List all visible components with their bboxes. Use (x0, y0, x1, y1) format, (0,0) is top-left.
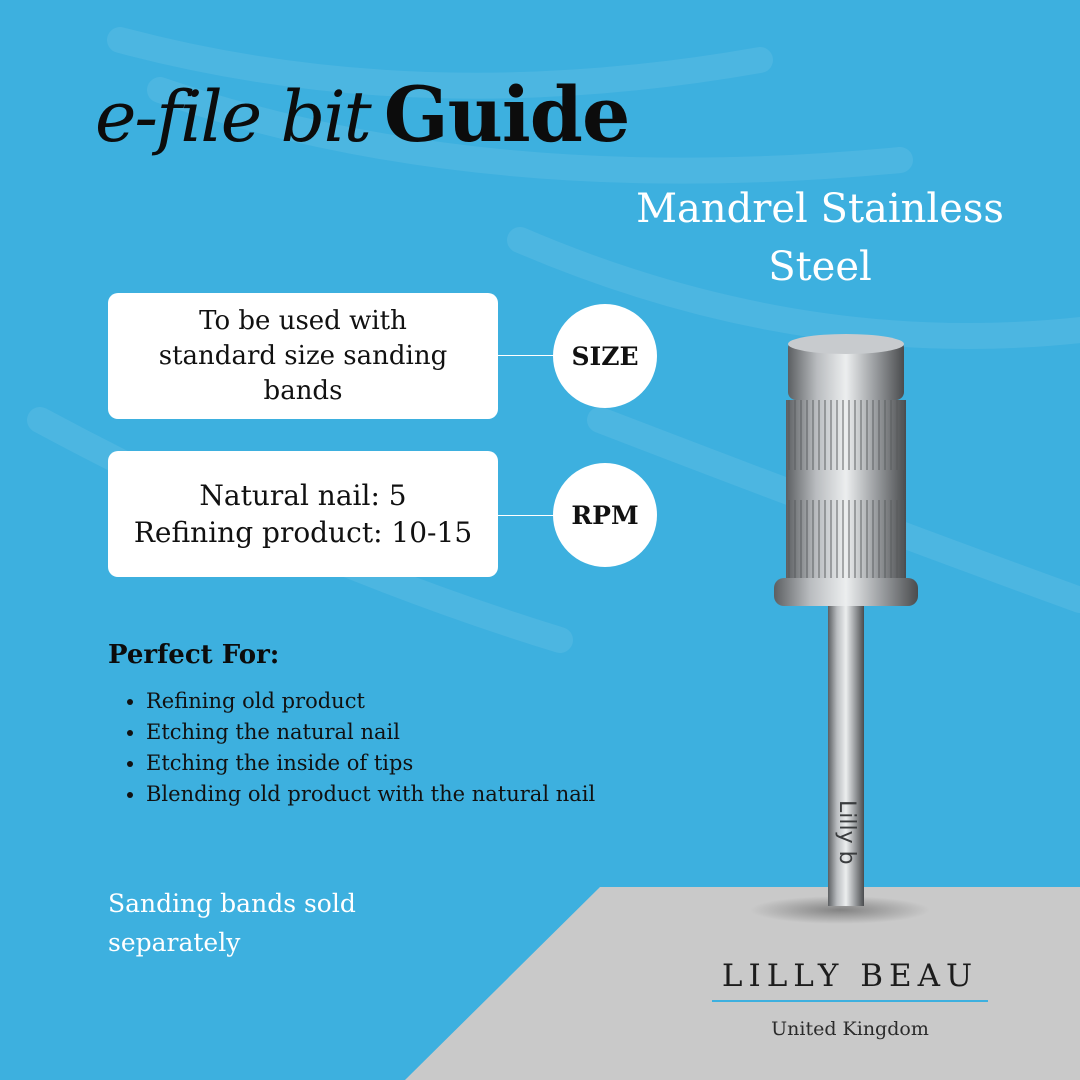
brand-location: United Kingdom (771, 1018, 929, 1040)
brand-underline (712, 1000, 988, 1002)
brand-name: LILLY BEAU (721, 958, 979, 994)
product-name-line-1: Mandrel Stainless (636, 186, 1004, 232)
title-bold-text: Guide (383, 70, 630, 159)
perfect-for-heading: Perfect For: (108, 640, 280, 670)
size-card-line: bands (263, 375, 343, 406)
list-item: • Etching the natural nail (146, 717, 626, 748)
rpm-card-line: Natural nail: 5 (199, 479, 407, 512)
rpm-badge: RPM (553, 463, 657, 567)
mandrel-bit-image (740, 320, 940, 940)
perfect-for-list (108, 686, 626, 810)
brand-logo (700, 958, 1000, 1040)
list-item: • Etching the inside of tips (146, 748, 626, 779)
size-info-card (108, 293, 498, 419)
list-item: • Refining old product (146, 686, 626, 717)
rpm-info-card (108, 451, 498, 577)
sold-separately-note: Sanding bands sold separately (108, 889, 356, 957)
title-script-text: e-file bit (95, 76, 370, 158)
rpm-connector-line (498, 515, 558, 516)
page-title (95, 70, 629, 180)
list-item: • Blending old product with the natural nail (146, 779, 626, 810)
size-badge: SIZE (553, 304, 657, 408)
size-connector-line (498, 355, 558, 356)
product-name (600, 180, 1040, 296)
size-card-line: standard size sanding (158, 340, 448, 371)
product-name-line-2: Steel (768, 244, 872, 290)
rpm-card-line: Refining product: 10-15 (133, 516, 473, 549)
shaft-engraving-text: Lilly b (834, 800, 859, 865)
size-card-line: To be used with (199, 305, 407, 336)
